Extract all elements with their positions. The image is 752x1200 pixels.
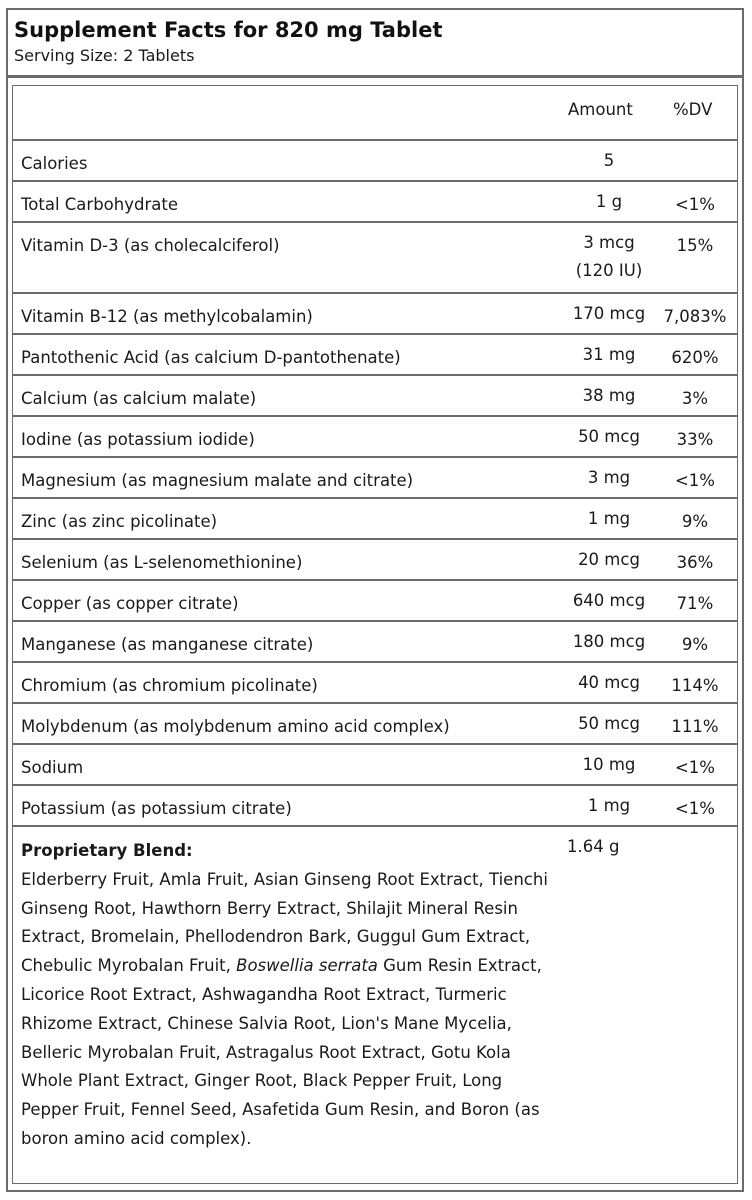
nutrient-name: Selenium (as L-selenomethionine) (21, 553, 303, 572)
nutrient-dv: <1% (674, 758, 715, 777)
nutrient-dv: 71% (676, 594, 714, 613)
nutrient-amount (553, 464, 665, 492)
nutrient-amount-value: 50 mcg (578, 427, 640, 446)
nutrient-amount (553, 505, 665, 533)
nutrient-amount (553, 587, 665, 615)
nutrient-dv: 114% (671, 676, 719, 695)
nutrient-amount-value: 40 mcg (578, 673, 640, 692)
facts-header (8, 10, 742, 78)
nutrient-dv: 36% (676, 553, 714, 572)
nutrient-name: Iodine (as potassium iodide) (21, 430, 255, 449)
nutrient-dv: <1% (674, 195, 715, 214)
blend-ingredients-continued: Gum Resin Extract, Licorice Root Extract, Ashwagandha Root Extract, Turmeric Rhizome Extract, Chinese Salvia Root, Lion's Mane Mycelia, Belleric Myrobalan Fruit, Astragalus Root Extract, Gotu Kola Whole Plant Extract, Ginger Root, Black Pepper Fruit, Long Pepper Fruit, Fennel Seed, Asafetida Gum Resin, and Boron (as boron amino acid complex). (21, 956, 542, 1148)
nutrient-amount-value: 31 mg (582, 345, 636, 364)
nutrient-dv: 111% (671, 717, 719, 736)
nutrient-row (13, 141, 737, 182)
nutrient-row (13, 458, 737, 499)
nutrient-amount (553, 147, 665, 175)
nutrient-name: Pantothenic Acid (as calcium D-pantothenate) (21, 348, 401, 367)
nutrient-amount-value: 170 mcg (572, 304, 646, 323)
nutrient-dv: 33% (676, 430, 714, 449)
nutrient-row (13, 622, 737, 663)
nutrient-amount-value: 10 mg (582, 755, 636, 774)
nutrient-amount-value: 180 mcg (572, 632, 646, 651)
serving-size: Serving Size: 2 Tablets (14, 46, 195, 65)
nutrient-amount-value: 640 mcg (572, 591, 646, 610)
nutrient-amount (553, 188, 665, 216)
nutrient-row (13, 540, 737, 581)
blend-ingredient-italic: Boswellia serrata (236, 956, 378, 976)
nutrient-amount (553, 229, 665, 285)
nutrient-amount (553, 300, 665, 328)
nutrient-amount (553, 423, 665, 451)
dv-column-header: %DV (673, 100, 713, 119)
nutrient-name: Copper (as copper citrate) (21, 594, 239, 613)
nutrient-row (13, 786, 737, 827)
nutrient-amount-value: 38 mg (582, 386, 636, 405)
nutrient-amount-value: 5 (603, 151, 615, 170)
nutrient-row (13, 335, 737, 376)
nutrient-dv: 620% (671, 348, 719, 367)
nutrient-amount (553, 341, 665, 369)
nutrient-dv: <1% (674, 799, 715, 818)
nutrient-amount-value: 3 mg (587, 468, 631, 487)
nutrient-row (13, 499, 737, 540)
proprietary-blend-row (13, 827, 737, 1183)
nutrient-row (13, 663, 737, 704)
proprietary-blend-text (21, 837, 551, 1154)
nutrient-amount-value: 20 mcg (578, 550, 640, 569)
facts-title: Supplement Facts for 820 mg Tablet (14, 18, 443, 42)
nutrient-dv: 15% (676, 236, 714, 255)
nutrient-amount-value: 1 mg (587, 509, 631, 528)
column-header-row (13, 86, 737, 141)
nutrient-row (13, 417, 737, 458)
nutrient-amount-secondary: (120 IU) (575, 261, 643, 280)
nutrient-amount (553, 751, 665, 779)
amount-column-header: Amount (568, 100, 633, 119)
nutrient-amount-value: 1 mg (587, 796, 631, 815)
nutrient-row (13, 376, 737, 417)
nutrient-row (13, 581, 737, 622)
nutrient-amount (553, 710, 665, 738)
nutrient-name: Potassium (as potassium citrate) (21, 799, 292, 818)
nutrient-amount (553, 669, 665, 697)
nutrient-amount (553, 628, 665, 656)
nutrient-name: Vitamin B-12 (as methylcobalamin) (21, 307, 313, 326)
nutrient-row (13, 182, 737, 223)
nutrient-name: Chromium (as chromium picolinate) (21, 676, 318, 695)
nutrient-amount (553, 792, 665, 820)
proprietary-blend-amount: 1.64 g (567, 837, 620, 856)
nutrient-row (13, 704, 737, 745)
nutrient-name: Total Carbohydrate (21, 195, 178, 214)
nutrient-name: Manganese (as manganese citrate) (21, 635, 314, 654)
nutrient-amount-value: 1 g (595, 192, 623, 211)
nutrient-row (13, 294, 737, 335)
blend-ingredients: Elderberry Fruit, Amla Fruit, Asian Ginseng Root Extract, Tienchi Ginseng Root, Hawthorn Berry Extract, Shilajit Mineral Resin Extract, Bromelain, Phellodendron Bark, Guggul Gum Extract, Chebulic Myrobalan Fruit, (21, 869, 548, 976)
nutrient-name: Vitamin D-3 (as cholecalciferol) (21, 236, 280, 255)
nutrient-amount-value: 3 mcg (583, 233, 635, 252)
nutrient-dv: 9% (681, 512, 709, 531)
nutrient-name: Zinc (as zinc picolinate) (21, 512, 218, 531)
nutrient-name: Sodium (21, 758, 84, 777)
nutrient-name: Calcium (as calcium malate) (21, 389, 257, 408)
nutrient-amount (553, 546, 665, 574)
nutrient-name: Molybdenum (as molybdenum amino acid complex) (21, 717, 450, 736)
nutrient-amount-value: 50 mcg (578, 714, 640, 733)
nutrient-row (13, 223, 737, 294)
nutrient-name: Magnesium (as magnesium malate and citrate) (21, 471, 414, 490)
nutrient-name: Calories (21, 154, 88, 173)
supplement-facts-panel (6, 8, 744, 1192)
nutrient-dv: 9% (681, 635, 709, 654)
nutrient-amount (553, 382, 665, 410)
proprietary-blend-title: Proprietary Blend: (21, 841, 193, 860)
nutrient-dv: <1% (674, 471, 715, 490)
facts-table (12, 85, 738, 1184)
nutrient-row (13, 745, 737, 786)
nutrient-dv: 7,083% (663, 307, 727, 326)
nutrient-dv: 3% (681, 389, 709, 408)
